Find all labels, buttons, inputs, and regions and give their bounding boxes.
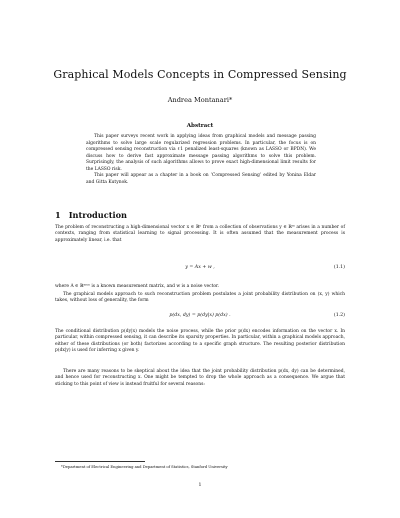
- intro-paragraph-4: [55, 329, 345, 355]
- paragraph-text: There are many reasons to be skeptical about the idea that the joint probability distribution p(dx, dy) can be determined, and hence used for reconstructing x. One might be tempted to drop the whole approach as a consequence. We argue that sticking to this point of view is instead fruitful for several reasons:: [55, 369, 345, 387]
- section-number: 1: [55, 210, 61, 220]
- footnote: *Department of Electrical Engineering and Department of Statistics, Stanford University: [61, 465, 228, 469]
- paragraph-text: The conditional distribution p(dy|x) models the noise process, while the prior p(dx) encodes information on the vector x. In particular, within compressed sensing, it can describe its sparsity properties. In particular, within a graphical models approach, either of these distributions (or both) factorizes according to a specific graph structure. The resulting posterior distribution p(dx|y) is used for inferring x given y.: [55, 329, 345, 354]
- author-name: Andrea Montanari*: [167, 96, 233, 104]
- equation-number: (1.1): [333, 265, 345, 270]
- equation-expression: y = Ax + w ,: [185, 265, 215, 270]
- section-heading: [55, 210, 127, 220]
- paragraph-text: where A ∈ ℝᵐˣⁿ is a known measurement matrix, and w is a noise vector.: [55, 284, 220, 289]
- abstract-body: [86, 134, 316, 186]
- abstract-paragraph: This paper will appear as a chapter in a book on ‘Compressed Sensing’ edited by Yonina Eldar and Gitta Kutynok.: [86, 173, 316, 185]
- intro-paragraph-2: [55, 284, 345, 290]
- intro-paragraph-1: [55, 225, 345, 244]
- paper-title: Graphical Models Concepts in Compressed Sensing: [53, 68, 347, 81]
- page-number: 1: [198, 483, 202, 488]
- paragraph-text: The problem of reconstructing a high-dimensional vector x ∈ ℝⁿ from a collection of observations y ∈ ℝᵐ arises in a number of contexts, ranging from statistical learning to signal processing. It is often assumed that the measurement process is approximately linear, i.e. that: [55, 225, 345, 243]
- equation-number: (1.2): [333, 313, 345, 318]
- abstract-paragraph: This paper surveys recent work in applying ideas from graphical models and message passing algorithms to solve large scale regularized regression problems. In particular, the focus is on compressed sensing reconstruction via ℓ1 penalized least-squares (known as LASSO or BPDN). We discuss how to derive fast approximate message passing algorithms to solve this problem. Surprisingly, the analysis of such algorithms allows to prove exact high-dimensional limit results for the LASSO risk.: [86, 134, 316, 172]
- intro-paragraph-5: [55, 369, 345, 388]
- abstract-heading: Abstract: [186, 123, 214, 129]
- equation-expression: p(dx, dy) = p(dy|x) p(dx) .: [169, 313, 231, 318]
- footnote-rule: [55, 461, 145, 462]
- intro-paragraph-3: [55, 292, 345, 305]
- paragraph-text: The graphical models approach to such reconstruction problem postulates a joint probability distribution on (x, y) which takes, without loss of generality, the form: [55, 292, 345, 304]
- section-title: Introduction: [68, 210, 128, 220]
